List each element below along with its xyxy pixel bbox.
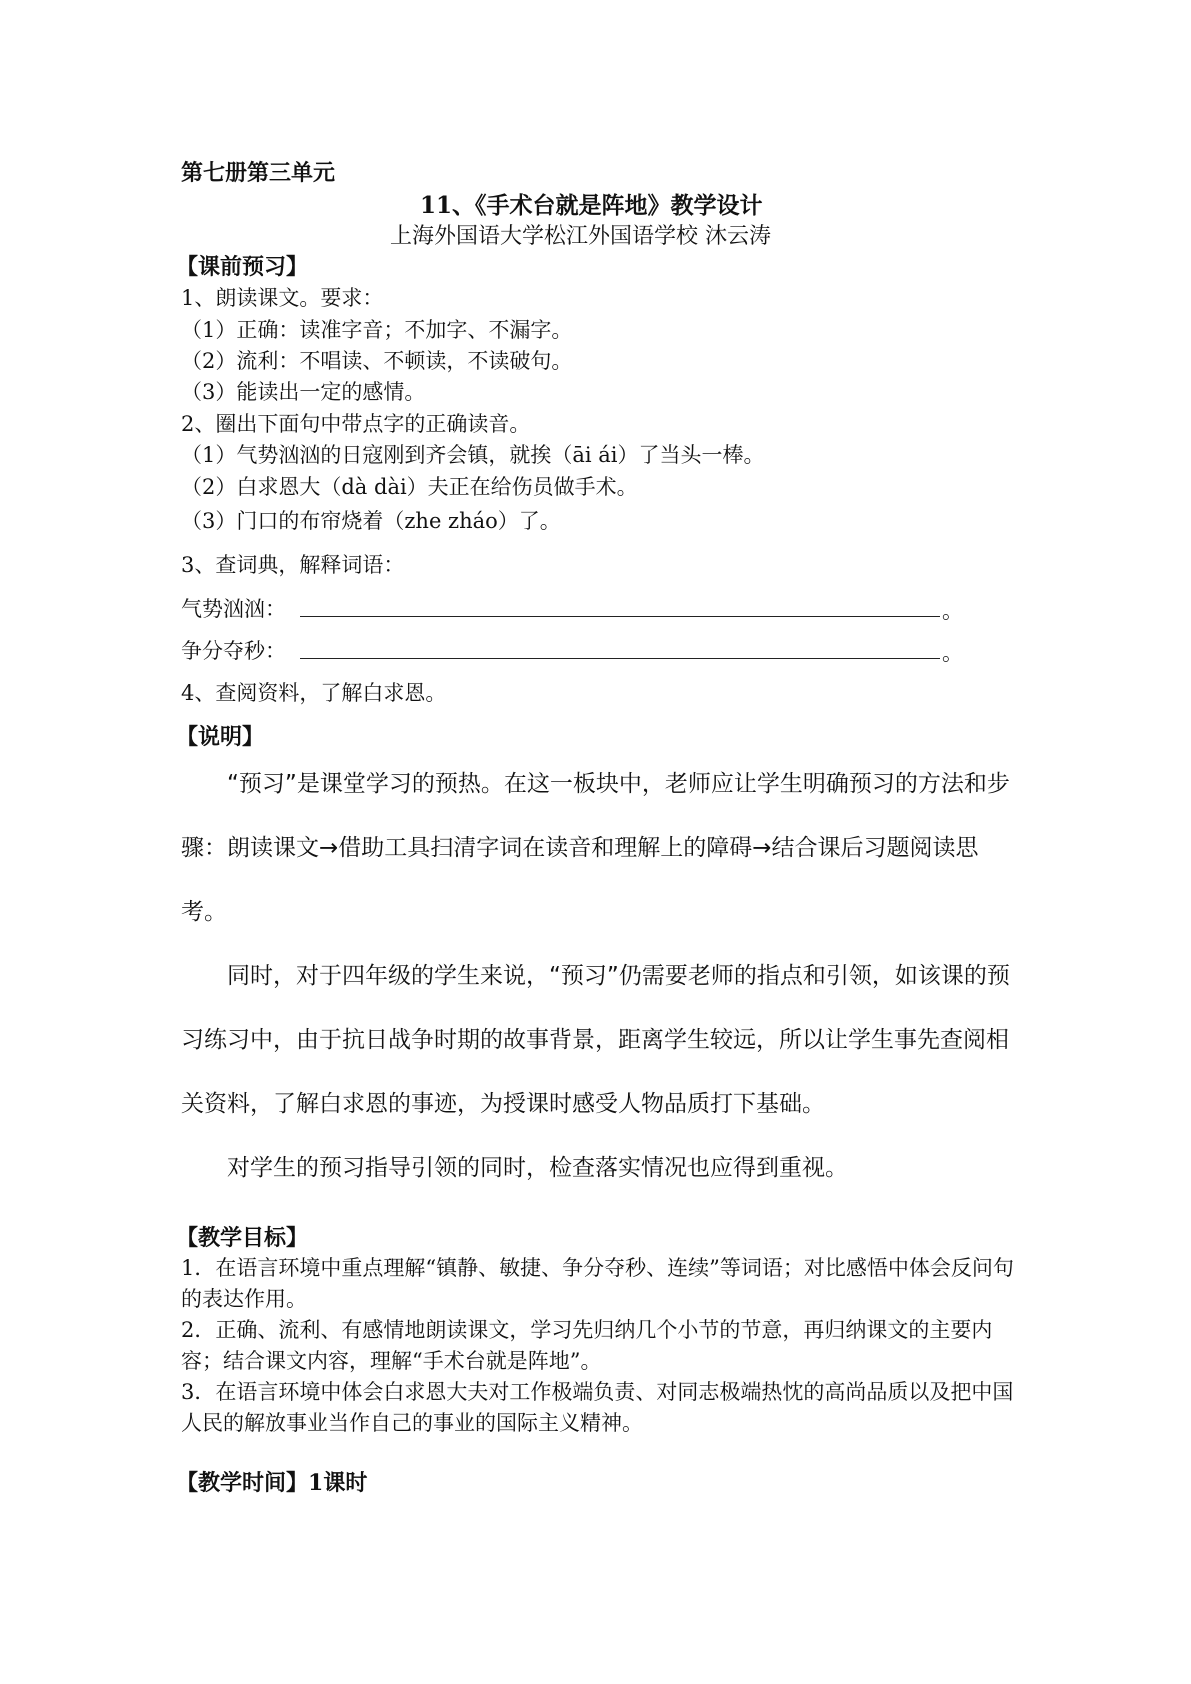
goal-1: 1．在语言环境中重点理解“镇静、敏捷、争分夺秒、连续”等词语；对比感悟中体会反问句的表达作用。: [181, 1256, 1014, 1311]
answer-period-2: 。: [942, 641, 963, 665]
goal-3: 3．在语言环境中体会白求恩大夫对工作极端负责、对同志极端热忱的高尚品质以及把中国人民的解放事业当作自己的事业的国际主义精神。: [181, 1380, 1014, 1435]
note-heading: 【说明】: [176, 724, 265, 750]
preview-item-2b: （2）白求恩大（dà dài）夫正在给伤员做手术。: [181, 475, 638, 499]
preview-item-2c: （3）门口的布帘烧着（zhe zháo）了。: [181, 509, 561, 533]
answer-period-1: 。: [942, 599, 963, 623]
goal-2: 2．正确、流利、有感情地朗读课文，学习先归纳几个小节的节意，再归纳课文的主要内容；结合课文内容，理解“手术台就是阵地”。: [181, 1318, 993, 1373]
note-paragraph-2: 同时，对于四年级的学生来说，“预习”仍需要老师的指点和引领，如该课的预习练习中，由于抗日战争时期的故事背景，距离学生较远，所以让学生事先查阅相关资料，了解白求恩的事迹，为授课时感受人物品质打下基础。: [181, 963, 1010, 1117]
time-heading: 【教学时间】: [176, 1470, 309, 1496]
preview-item-3: 3、查词典，解释词语：: [181, 553, 405, 577]
preview-item-2a: （1）气势汹汹的日寇刚到齐会镇，就挨（āi ái）了当头一棒。: [181, 443, 765, 467]
author-line: 上海外国语大学松江外国语学校 沐云涛: [390, 224, 771, 249]
note-paragraph-1: “预习”是课堂学习的预热。在这一板块中，老师应让学生明确预习的方法和步骤：朗读课文→借助工具扫清字词在读音和理解上的障碍→结合课后习题阅读思考。: [181, 771, 1010, 925]
preview-item-2: 2、圈出下面句中带点字的正确读音。: [181, 412, 531, 436]
preview-item-4: 4、查阅资料，了解白求恩。: [181, 681, 447, 705]
preview-item-1: 1、朗读课文。要求：: [181, 286, 384, 310]
preview-heading: 【课前预习】: [176, 254, 309, 280]
time-value: 1课时: [308, 1470, 368, 1496]
preview-item-1b: （2）流利：不唱读、不顿读，不读破句。: [181, 349, 573, 373]
note-paragraph-3: 对学生的预习指导引领的同时，检查落实情况也应得到重视。: [227, 1155, 848, 1181]
answer-blank-1[interactable]: [300, 616, 940, 617]
unit-label: 第七册第三单元: [181, 160, 336, 186]
goals-heading: 【教学目标】: [176, 1225, 309, 1251]
preview-item-1c: （3）能读出一定的感情。: [181, 380, 426, 404]
preview-item-1a: （1）正确：读准字音；不加字、不漏字。: [181, 318, 573, 342]
word-1-label: 气势汹汹：: [181, 597, 286, 621]
answer-blank-2[interactable]: [300, 658, 940, 659]
document-title: 11、《手术台就是阵地》教学设计: [420, 192, 763, 219]
word-2-label: 争分夺秒：: [181, 639, 286, 663]
time-row: [176, 1468, 367, 1498]
